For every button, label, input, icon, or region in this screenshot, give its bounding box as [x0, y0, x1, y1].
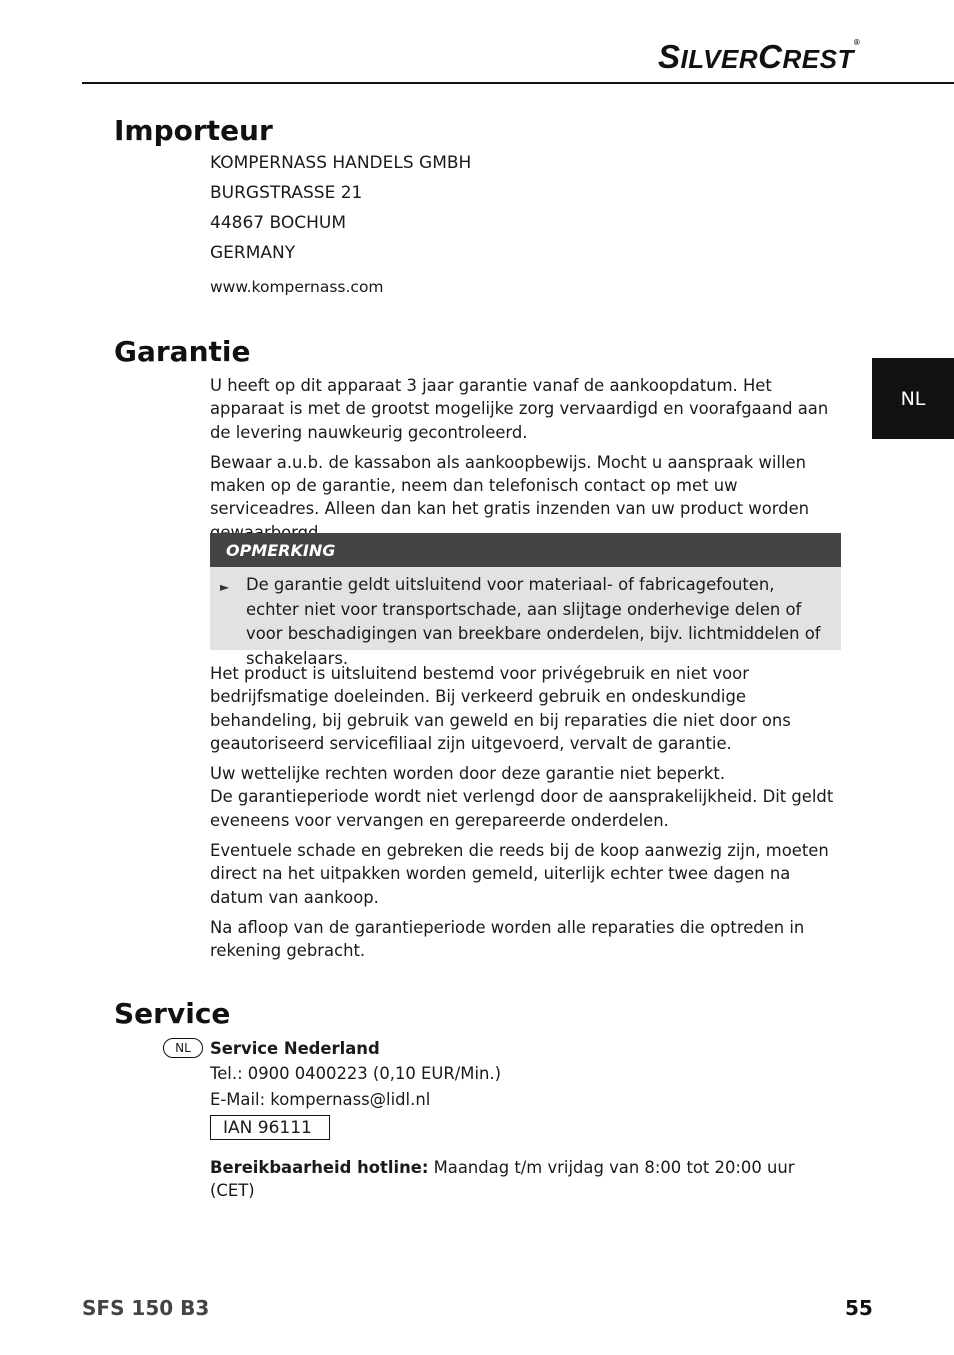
address-line: BURGSTRASSE 21: [210, 183, 363, 203]
address-line: 44867 BOCHUM: [210, 213, 346, 233]
brand-letter: C: [758, 38, 783, 75]
garantie-terms: [210, 662, 840, 963]
paragraph: Het product is uitsluitend bestemd voor privégebruik en niet voor bedrijfsmatige doeleinden. Bij verkeerd gebruik en ondeskundige behandeling, bij gebruik van geweld en bij reparaties die niet door ons geautoriseerd servicefiliaal zijn uitgevoerd, vervalt de garantie.: [210, 664, 791, 753]
website-link[interactable]: www.kompernass.com: [210, 278, 384, 296]
paragraph: Bewaar a.u.b. de kassabon als aankoopbewijs. Mocht u aanspraak willen maken op de garantie, neem dan telefonisch contact op met uw serviceadres. Alleen dan kan het gratis inzenden van uw product worden: [210, 452, 810, 519]
service-contact: [210, 1037, 840, 1111]
hotline-info: [210, 1156, 840, 1203]
paragraph: De garantieperiode wordt niet verlengd door de aansprakelijkheid. Dit geldt eveneens voor vervangen en gerepareerde onderdelen.: [210, 787, 834, 830]
language-tab: NL: [872, 358, 954, 439]
service-email[interactable]: E-Mail: kompernass@lidl.nl: [210, 1089, 431, 1109]
registered-mark: ®: [853, 38, 861, 47]
importeur-heading: Importeur: [114, 114, 273, 147]
brand-letters: REST: [782, 44, 854, 74]
hotline-label: Bereikbaarheid hotline:: [210, 1158, 429, 1177]
brand-logo: [658, 38, 860, 76]
garantie-heading: Garantie: [114, 335, 251, 368]
ian-box: IAN 96111: [210, 1115, 330, 1140]
note-box: [210, 567, 841, 668]
note-text: De garantie geldt uitsluitend voor materiaal- of fabricagefouten, echter niet voor transportschade, aan slijtage onderhevige delen of voor beschadigingen van breekbare onderdelen, bijv. lichtmiddelen of schakelaars.: [246, 575, 821, 668]
brand-letter: S: [658, 38, 681, 75]
address-line: KOMPERNASS HANDELS GMBH: [210, 153, 472, 173]
arrow-right-icon: ►: [220, 580, 230, 594]
service-title: Service Nederland: [210, 1039, 380, 1058]
paragraph: Uw wettelijke rechten worden door deze garantie niet beperkt.: [210, 764, 726, 784]
country-badge: NL: [163, 1038, 203, 1058]
paragraph: Eventuele schade en gebreken die reeds bij de koop aanwezig zijn, moeten direct na het uitpakken worden gemeld, uiterlijk echter twee dagen na datum van aankoop.: [210, 841, 829, 907]
importeur-address: [210, 148, 840, 299]
hotline-text: Maandag t/m vrijdag van 8:00 tot 20:00 uur (CET): [210, 1158, 795, 1201]
footer-model: SFS 150 B3: [82, 1296, 210, 1320]
paragraph: Na afloop van de garantieperiode worden alle reparaties die optreden in rekening gebracht.: [210, 917, 805, 961]
paragraph: U heeft op dit apparaat 3 jaar garantie vanaf de aankoopdatum. Het apparaat is met de grootst mogelijke zorg vervaardigd en voorafgaand aan de levering nauwkeurig gecontroleerd.: [210, 376, 829, 442]
garantie-intro: [210, 374, 840, 544]
note-title: OPMERKING: [210, 533, 841, 567]
service-tel: Tel.: 0900 0400223 (0,10 EUR/Min.): [210, 1064, 501, 1084]
page-number: 55: [845, 1296, 873, 1320]
address-line: GERMANY: [210, 243, 296, 263]
header-rule: [82, 82, 954, 84]
brand-letters: ILVER: [680, 44, 759, 74]
service-heading: Service: [114, 997, 231, 1030]
